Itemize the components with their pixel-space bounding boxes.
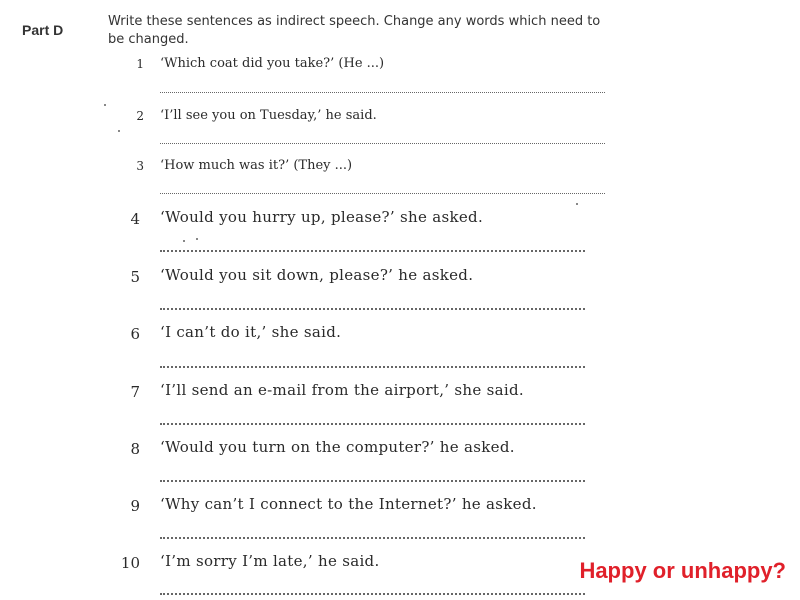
exercise-sentence: ‘Would you turn on the computer?’ he asked. — [160, 438, 515, 456]
answer-line[interactable] — [160, 193, 605, 194]
scan-speck — [183, 240, 185, 242]
answer-line[interactable] — [160, 593, 585, 595]
scan-speck — [196, 238, 198, 240]
answer-line[interactable] — [160, 92, 605, 93]
scan-speck — [118, 130, 120, 132]
exercise-number: 2 — [136, 109, 144, 123]
answer-line[interactable] — [160, 480, 585, 482]
exercise-number: 7 — [130, 383, 140, 401]
exercise-number: 1 — [136, 57, 144, 71]
exercise-sentence: ‘Which coat did you take?’ (He ...) — [160, 56, 385, 71]
exercise-sentence: ‘I can’t do it,’ she said. — [160, 323, 342, 341]
answer-line[interactable] — [160, 366, 585, 368]
exercise-number: 3 — [136, 159, 144, 173]
scan-speck — [104, 104, 106, 106]
answer-line[interactable] — [160, 308, 585, 310]
exercise-sentence: ‘Would you sit down, please?’ he asked. — [160, 266, 474, 284]
instructions: Write these sentences as indirect speech. Change any words which need to be changed. — [108, 14, 601, 47]
exercise-sentence: ‘I’ll send an e-mail from the airport,’ she said. — [160, 381, 524, 399]
exercise-number: 5 — [130, 268, 140, 286]
exercise-sentence: ‘Would you hurry up, please?’ she asked. — [160, 208, 484, 226]
caption-happy-or-unhappy: Happy or unhappy? — [579, 558, 786, 583]
exercise-sentence: ‘I’m sorry I’m late,’ he said. — [160, 552, 380, 570]
exercise-number: 8 — [130, 440, 140, 458]
exercise-sentence: ‘Why can’t I connect to the Internet?’ he asked. — [160, 495, 537, 513]
answer-line[interactable] — [160, 250, 585, 252]
exercise-number: 4 — [130, 210, 140, 228]
scan-speck — [576, 203, 578, 205]
exercise-number: 10 — [120, 554, 140, 572]
exercise-sentence: ‘I’ll see you on Tuesday,’ he said. — [160, 108, 377, 123]
part-label: Part D — [22, 22, 64, 38]
exercise-sentence: ‘How much was it?’ (They ...) — [160, 158, 353, 173]
answer-line[interactable] — [160, 537, 585, 539]
answer-line[interactable] — [160, 423, 585, 425]
exercise-number: 9 — [130, 497, 140, 515]
exercise-number: 6 — [130, 325, 140, 343]
answer-line[interactable] — [160, 143, 605, 144]
